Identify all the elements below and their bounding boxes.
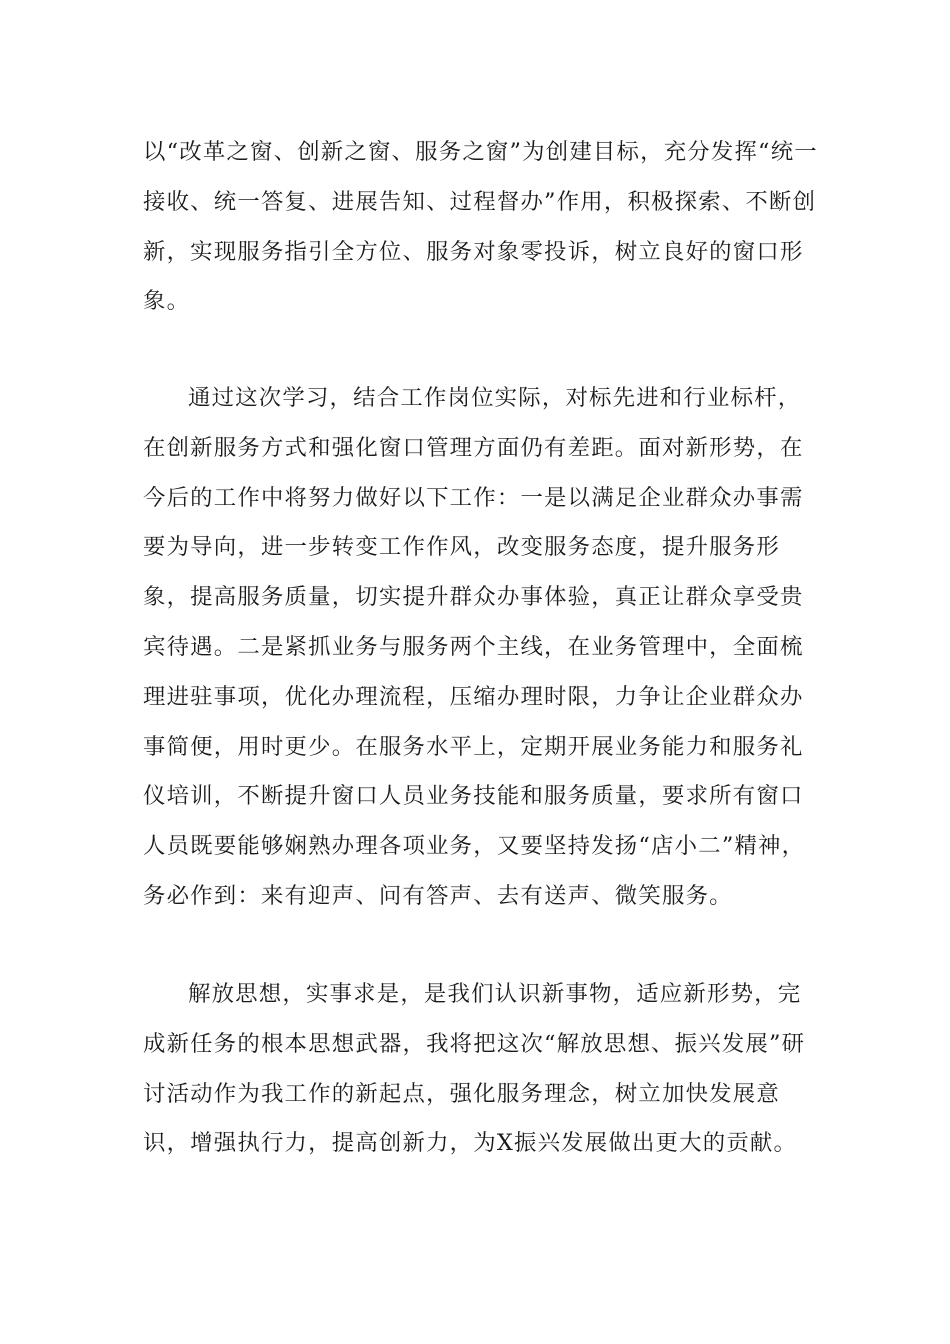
paragraph-service-window-goal: 以“改革之窗、创新之窗、服务之窗”为创建目标，充分发挥“统一接收、统一答复、进展告知、过程督办”作用，积极探索、不断创新，实现服务指引全方位、服务对象零投诉，树立良好的窗口形象。	[143, 139, 818, 315]
paragraph-improvement-plan: 通过这次学习，结合工作岗位实际，对标先进和行业标杆，在创新服务方式和强化窗口管理方面仍有差距。面对新形势，在今后的工作中将努力做好以下工作：一是以满足企业群众办事需要为导向，进一步转变工作作风，改变服务态度，提升服务形象，提高服务质量，切实提升群众办事体验，真正让群众享受贵宾待遇。二是紧抓业务与服务两个主线，在业务管理中，全面梳理进驻事项，优化办理流程，压缩办理时限，力争让企业群众办事简便，用时更少。在服务水平上，定期开展业务能力和服务礼仪培训，不断提升窗口人员业务技能和服务质量，要求所有窗口人员既要能够娴熟办理各项业务，又要坚持发扬“店小二”精神，务必作到：来有迎声、问有答声、去有送声、微笑服务。	[143, 385, 806, 909]
paragraph-conclusion: 解放思想，实事求是，是我们认识新事物，适应新形势，完成新任务的根本思想武器，我将把这次“解放思想、振兴发展”研讨活动作为我工作的新起点，强化服务理念，树立加快发展意识，增强执行力，提高创新力，为X振兴发展做出更大的贡献。	[143, 981, 806, 1157]
